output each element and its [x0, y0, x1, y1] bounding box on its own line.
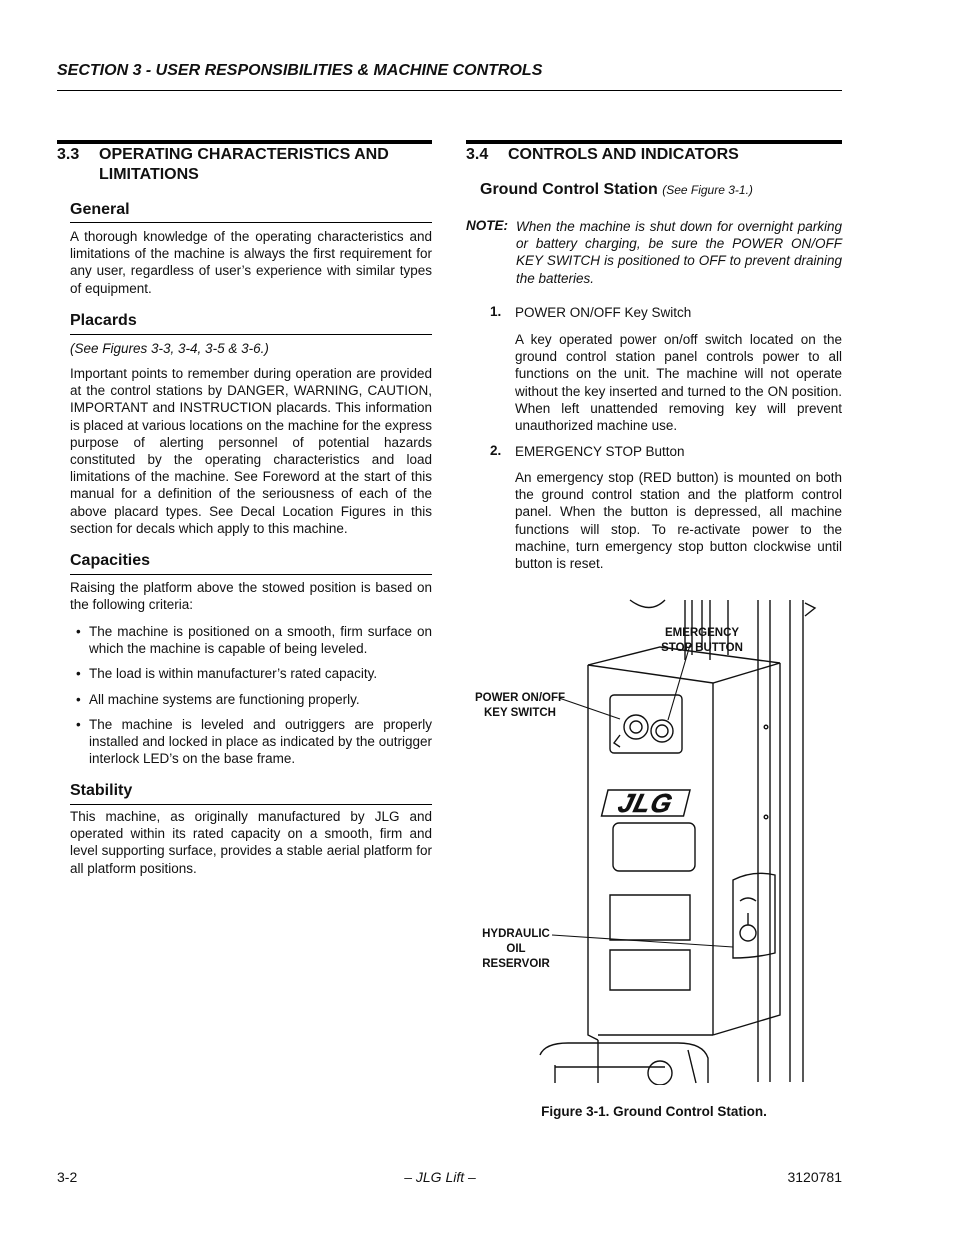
callout-emergency-stop [651, 626, 753, 656]
stability-body: This machine, as originally manufactured by JLG and operated within its rated capacity on a smooth, firm and level supporting surface, provides a stable aerial platform for all platform positions. [70, 809, 432, 876]
note-text: When the machine is shut down for overnight parking or battery charging, be sure the POWER ON/OFF KEY SWITCH is positioned to OFF to prevent draining the batteries. [516, 219, 842, 286]
running-header: SECTION 3 - USER RESPONSIBILITIES & MACHINE CONTROLS [57, 62, 543, 79]
jlg-logo [601, 788, 690, 818]
stability-heading: Stability [70, 782, 133, 799]
document-number: 3120781 [787, 1169, 842, 1185]
callout-key-switch [470, 691, 570, 721]
ground-control-title: Ground Control Station [480, 181, 658, 198]
section-number: 3.3 [57, 146, 80, 163]
placards-ref: (See Figures 3-3, 3-4, 3-5 & 3-6.) [70, 341, 269, 356]
ground-control-heading [480, 181, 842, 199]
list-item: • The load is within manufacturer’s rated capacity. [70, 665, 432, 682]
footer-center: – JLG Lift – [404, 1169, 476, 1185]
item-number: 1. [490, 304, 502, 319]
capacities-heading: Capacities [70, 552, 151, 569]
hydraulic-leader [552, 935, 733, 947]
page-number: 3-2 [57, 1169, 78, 1185]
header-rule [57, 90, 842, 91]
stability-rule [70, 804, 432, 805]
capacities-list [70, 623, 432, 775]
ground-control-ref: (See Figure 3-1.) [662, 183, 753, 197]
item-title-key-switch: POWER ON/OFF Key Switch [515, 305, 692, 320]
general-heading: General [70, 201, 130, 218]
callout-line: HYDRAULIC [482, 928, 550, 940]
section-title-line2: LIMITATIONS [99, 166, 199, 183]
jlg-logo-text: JLG [615, 788, 677, 818]
callout-line: KEY SWITCH [484, 707, 556, 719]
general-rule [70, 222, 432, 223]
figure-caption: Figure 3-1. Ground Control Station. [541, 1104, 767, 1119]
placards-heading: Placards [70, 312, 137, 329]
section-bar-3-3 [57, 140, 432, 144]
callout-line: OIL [506, 943, 526, 955]
callout-line: RESERVOIR [482, 958, 550, 970]
ground-control-station-illustration [470, 595, 842, 1085]
callout-line: EMERGENCY [664, 627, 740, 639]
item-number: 2. [490, 443, 502, 458]
section-title: CONTROLS AND INDICATORS [508, 146, 739, 163]
item-title-emergency-stop: EMERGENCY STOP Button [515, 444, 685, 459]
estop-leader [668, 645, 690, 720]
list-item: • The machine is positioned on a smooth, firm surface on which the machine is capable of being leveled. [70, 623, 432, 657]
callout-line: POWER ON/OFF [474, 692, 566, 704]
callout-line: STOP BUTTON [661, 642, 743, 654]
item-body-emergency-stop: An emergency stop (RED button) is mounted on both the ground control station and the platform control panel. When the button is depressed, all machine functions will stop. To re-activate power to the machine, turn emergency stop button clockwise until button is reset. [515, 470, 842, 572]
placards-body: Important points to remember during operation are provided at the control stations by DANGER, WARNING, CAUTION, IMPORTANT and INSTRUCTION placards. This information is placed at various locations on the machine for the express purpose of alerting personnel of potential hazards constituted by the operating characteristics and load limitations of the machine. See Foreword at the start of this manual for a definition of the seriousness of each of the above placard types. See Decal Location Figures in this section for decals which apply to this machine. [70, 366, 432, 536]
callout-hydraulic-reservoir [476, 927, 556, 972]
item-body-key-switch: A key operated power on/off switch located on the ground control station panel controls power to all functions on the unit. The machine will not operate without the key inserted and turned to the ON position. When left unattended removing key will prevent unauthorized machine use. [515, 332, 842, 434]
capacities-intro: Raising the platform above the stowed position is based on the following criteria: [70, 580, 432, 613]
list-item: • The machine is leveled and outriggers are properly installed and locked in place as indicated by the outrigger interlock LED’s on the base frame. [70, 716, 432, 768]
section-title-line1: OPERATING CHARACTERISTICS AND [99, 146, 389, 163]
section-bar-3-4 [466, 140, 842, 144]
list-item: • All machine systems are functioning properly. [70, 691, 432, 708]
placards-rule [70, 334, 432, 335]
note-label: NOTE: [466, 218, 508, 233]
section-heading-3-3 [57, 145, 432, 185]
section-number: 3.4 [466, 146, 489, 163]
section-heading-3-4 [466, 145, 842, 165]
capacities-rule [70, 574, 432, 575]
general-body: A thorough knowledge of the operating characteristics and limitations of the machine is always the first requirement for any user, regardless of user’s experience with similar types of equipment. [70, 229, 432, 296]
